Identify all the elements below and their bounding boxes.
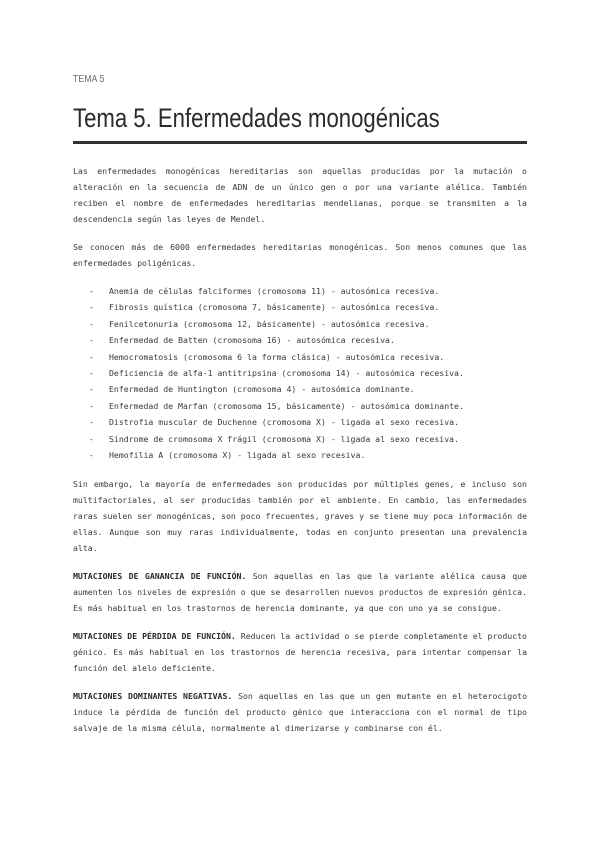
dominant-negative-paragraph: [73, 688, 527, 736]
count-paragraph: Se conocen más de 6000 enfermedades hereditarias monogénicas. Son menos comunes que las enfermedades poligénicas.: [73, 242, 527, 268]
list-item-text: Distrofia muscular de Duchenne (cromosoma X) - ligada al sexo recesiva.: [109, 417, 459, 428]
list-item: [89, 349, 527, 365]
bullet-dash: -: [89, 368, 94, 379]
loss-of-function-paragraph: [73, 628, 527, 676]
list-item-text: Hemocromatosis (cromosoma 6 la forma clásica) - autosómica recesiva.: [109, 351, 445, 362]
loss-of-function-term: MUTACIONES DE PÉRDIDA DE FUNCIÓN.: [73, 631, 236, 642]
bullet-dash: -: [89, 384, 94, 395]
bullet-dash: -: [89, 351, 94, 362]
list-item: [89, 299, 527, 315]
list-item: [89, 316, 527, 332]
list-item-text: Hemofilia A (cromosoma X) - ligada al sexo recesiva.: [109, 450, 366, 461]
list-item: [89, 365, 527, 381]
list-item: [89, 447, 527, 463]
list-item-text: Síndrome de cromosoma X frágil (cromosoma X) - ligada al sexo recesiva.: [109, 433, 459, 444]
list-item: [89, 414, 527, 430]
section-eyebrow: TEMA 5: [73, 74, 105, 85]
dominant-negative-text: Son aquellas en las que un gen mutante en el heterocigoto induce la pérdida de función del producto génico que interacciona con el normal de tipo salvaje de la misma célula, normalmente al dimerizarse y combinarse con él.: [73, 691, 527, 734]
list-item-text: Deficiencia de alfa-1 antitripsina (cromosoma 14) - autosómica recesiva.: [109, 368, 464, 379]
bullet-dash: -: [89, 400, 94, 411]
bullet-dash: -: [89, 335, 94, 346]
bullet-dash: -: [89, 286, 94, 296]
list-item: [89, 332, 527, 348]
list-item-text: Fibrosis quística (cromosoma 7, básicamente) - autosómica recesiva.: [109, 302, 440, 313]
list-item-text: Anemia de células falciformes (cromosoma 11) - autosómica recesiva.: [109, 286, 440, 296]
list-item: [89, 381, 527, 397]
list-item: [89, 431, 527, 447]
gain-of-function-paragraph: [73, 568, 527, 616]
intro-paragraph: Las enfermedades monogénicas hereditarias son aquellas producidas por la mutación o alteración en la secuencia de ADN de un único gen o por una variante alélica. También reciben el nombre de enfermedades hereditarias mendelianas, porque se transmiten a la descendencia según las leyes de Mendel.: [73, 166, 527, 224]
bullet-dash: -: [89, 450, 94, 461]
list-item-text: Fenilcetonuria (cromosoma 12, básicamente) - autosómica recesiva.: [109, 318, 430, 329]
title-underline: [73, 141, 527, 144]
loss-of-function-text: Reducen la actividad o se pierde completamente el producto génico. Es más habitual en los trastornos de herencia recesiva, para intentar compensar la función del alelo deficiente.: [73, 631, 527, 674]
list-item-text: Enfermedad de Huntington (cromosoma 4) - autosómica dominante.: [109, 384, 415, 395]
bullet-dash: -: [89, 302, 94, 313]
list-item-text: Enfermedad de Marfan (cromosoma 15, básicamente) - autosómica dominante.: [109, 400, 464, 411]
bullet-dash: -: [89, 417, 94, 428]
page-title: Tema 5. Enfermedades monogénicas: [73, 103, 440, 133]
list-item: [89, 283, 527, 299]
dominant-negative-term: MUTACIONES DOMINANTES NEGATIVAS.: [73, 691, 233, 702]
context-paragraph: Sin embargo, la mayoría de enfermedades son producidas por múltiples genes, e incluso son multifactoriales, al ser producidas también por el ambiente. En cambio, las enfermedades raras suelen ser monogénicas, son poco frecuentes, graves y se tiene muy poca información de ellas. Aunque son muy raras individualmente, todas en conjunto presentan una prevalencia alta.: [73, 479, 527, 554]
list-item: [89, 398, 527, 414]
bullet-dash: -: [89, 433, 94, 444]
disease-list: [73, 283, 527, 463]
bullet-dash: -: [89, 318, 94, 329]
gain-of-function-text: Son aquellas en las que la variante alélica causa que aumenten los niveles de expresión o que se desarrollen nuevos productos de expresión génica. Es más habitual en los trastornos de herencia dominante, ya que con uno ya se consigue.: [73, 571, 527, 614]
list-item-text: Enfermedad de Batten (cromosoma 16) - autosómica recesiva.: [109, 335, 395, 346]
gain-of-function-term: MUTACIONES DE GANANCIA DE FUNCIÓN.: [73, 571, 247, 582]
